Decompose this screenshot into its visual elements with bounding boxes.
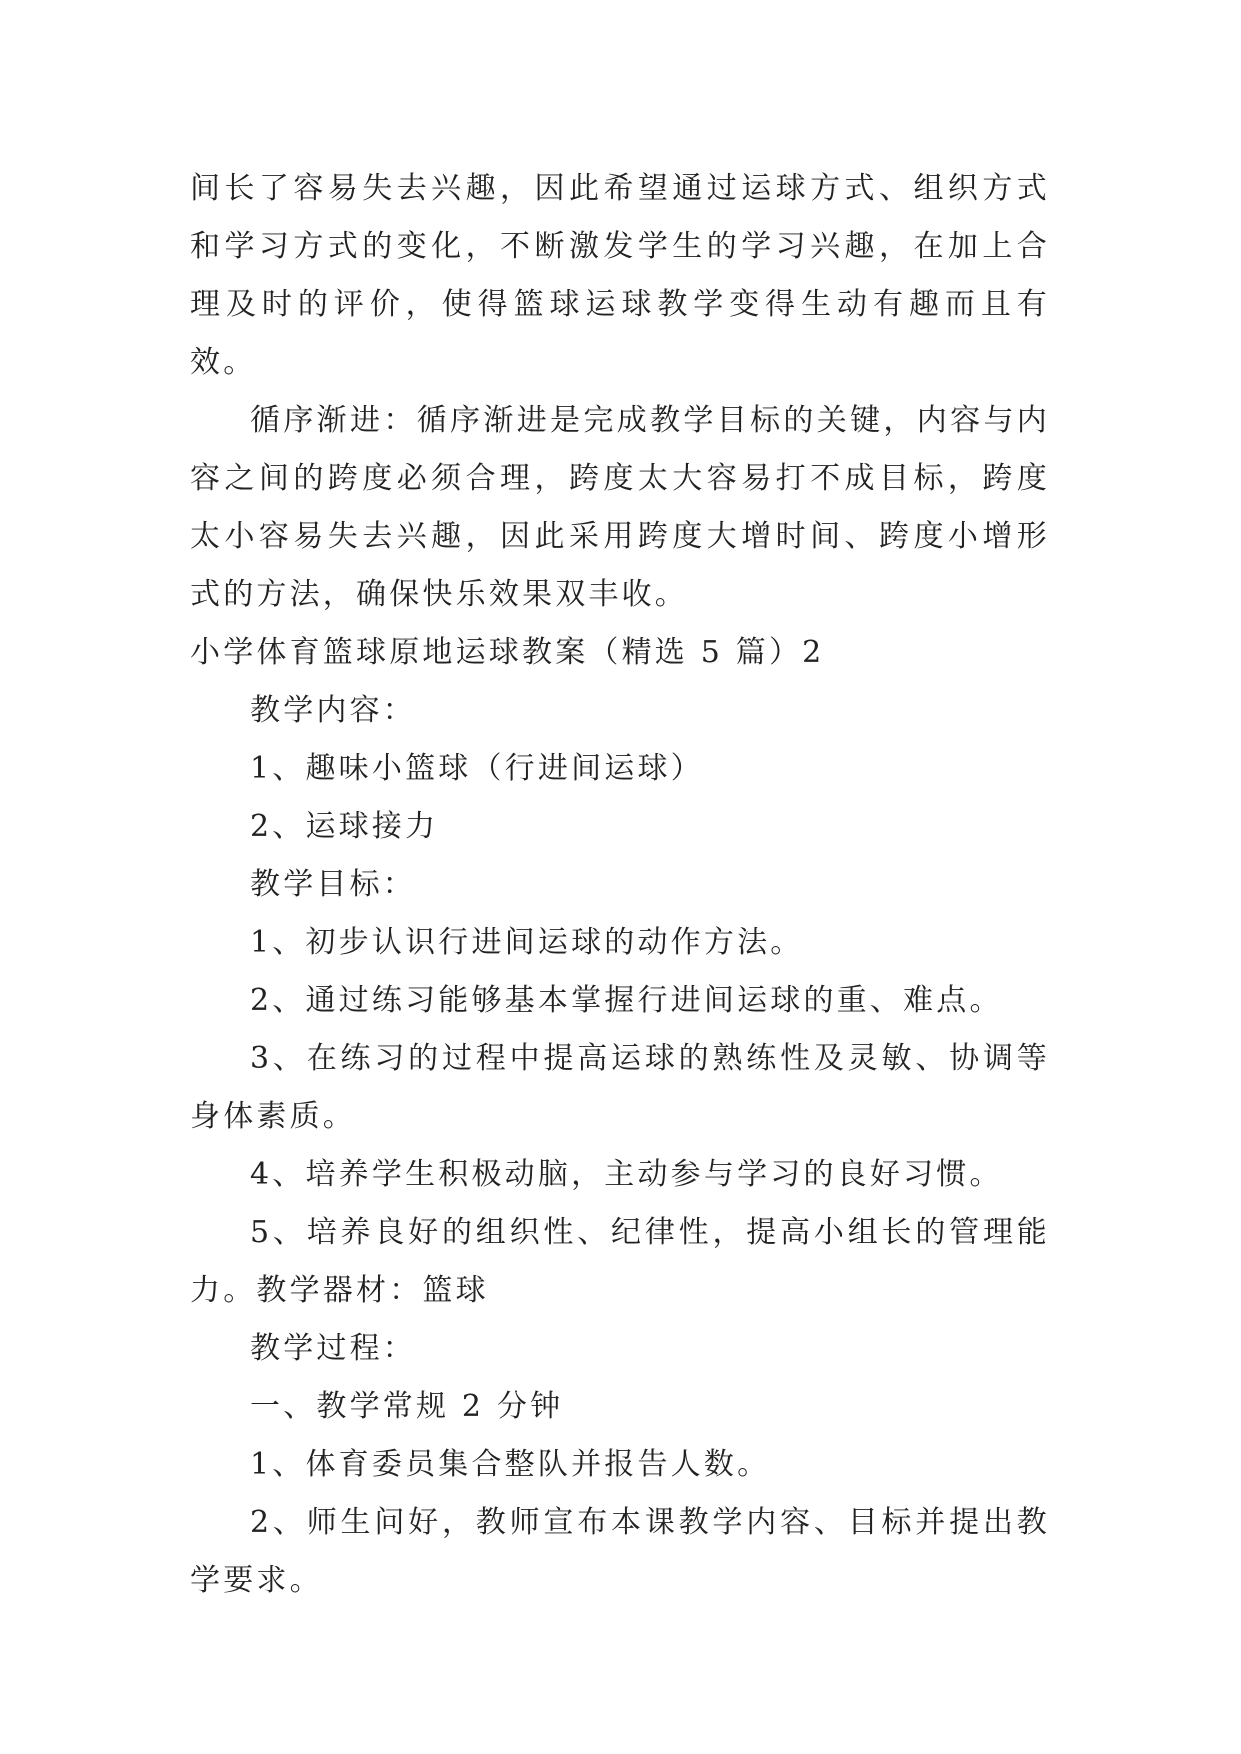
content-item-2: 2、运球接力 (250, 809, 439, 844)
process-item-1: 1、体育委员集合整队并报告人数。 (250, 1447, 771, 1482)
teaching-content-label: 教学内容： (250, 693, 416, 728)
paragraph-gradual-progress: 循序渐进：循序渐进是完成教学目标的关键，内容与内容之间的跨度必须合理，跨度太大容易打不成目标，跨度太小容易失去兴趣，因此采用跨度大增时间、跨度小增形式的方法，确保快乐效果双丰收。 (190, 403, 1050, 612)
process-item-2: 2、师生问好，教师宣布本课教学内容、目标并提出教学要求。 (190, 1505, 1050, 1598)
goal-item-5: 5、培养良好的组织性、纪律性，提高小组长的管理能力。教学器材：篮球 (190, 1215, 1050, 1308)
paragraph-continued: 间长了容易失去兴趣，因此希望通过运球方式、组织方式和学习方式的变化，不断激发学生的学习兴趣，在加上合理及时的评价，使得篮球运球教学变得生动有趣而且有效。 (190, 171, 1050, 380)
goal-item-1: 1、初步认识行进间运球的动作方法。 (250, 925, 804, 960)
goal-item-4: 4、培养学生积极动脑，主动参与学习的良好习惯。 (250, 1157, 1003, 1192)
section-heading: 小学体育篮球原地运球教案（精选 5 篇）2 (190, 635, 825, 670)
content-item-1: 1、趣味小篮球（行进间运球） (250, 751, 704, 786)
document-body (190, 160, 1050, 1610)
goal-item-3: 3、在练习的过程中提高运球的熟练性及灵敏、协调等身体素质。 (190, 1041, 1050, 1134)
goal-item-2: 2、通过练习能够基本掌握行进间运球的重、难点。 (250, 983, 1003, 1018)
process-step-1: 一、教学常规 2 分钟 (250, 1389, 564, 1424)
teaching-goals-label: 教学目标： (250, 867, 416, 902)
teaching-process-label: 教学过程： (250, 1331, 416, 1366)
